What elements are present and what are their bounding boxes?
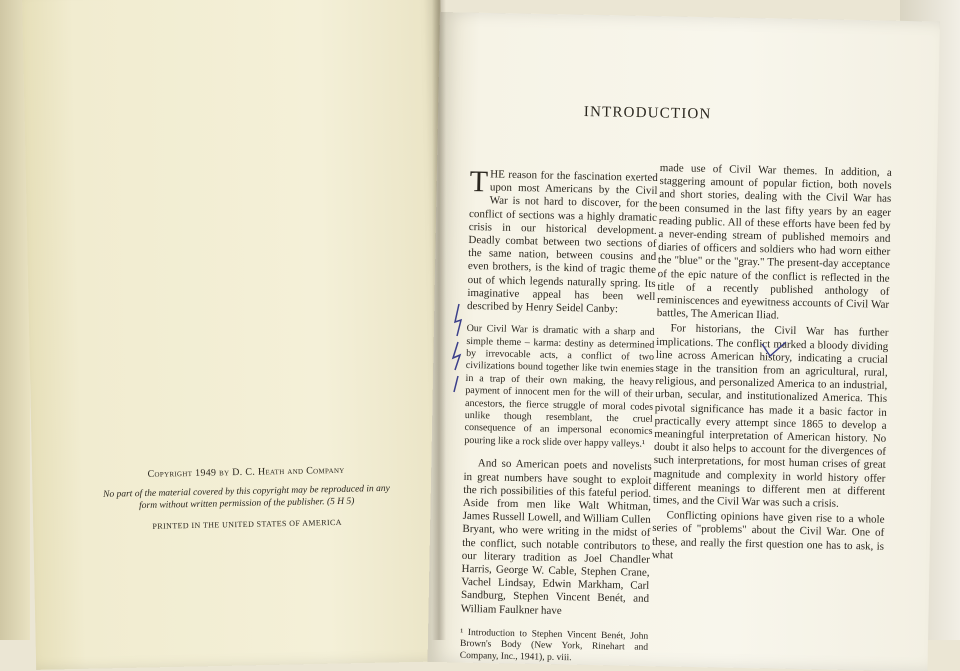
paragraph-1 — [466, 165, 658, 317]
copyright-block — [96, 464, 397, 532]
paragraph-2: And so American poets and novelists in great numbers have sought to exploit the rich possibilities of this fateful period. Aside from men like Walt Whitman, James Russell Lowell, and William Cullen Bryant, who were writing in the midst of the conflict, such notable contributors to our literary tradition as Joel Chandler Harris, George W. Cable, Stephen Crane, Vachel Lindsay, Edwin Markham, Carl Sandburg, Stephen Vincent Benét, and William Faulkner have — [460, 457, 652, 617]
footnote: ¹ Introduction to Stephen Vincent Benét, John Brown's Body (New York, Rinehart and Company, Inc., 1941), p. viii. — [459, 627, 649, 663]
paragraph-3: made use of Civil War themes. In addition, a staggering amount of popular fiction, both novels and short stories, dealing with the Civil War has been consumed in the last fifty years by an eager reading public. All of these efforts have been fed by a never-ending stream of published memoirs and diaries of officers and soldiers who had worn either the "blue" or the "gray." The present-day acceptance of the epic nature of the conflict is reflected in the title of a recently published anthology of reminiscences and eyewitness accounts of Civil War battles, The American Iliad. — [656, 162, 892, 322]
text-column-2 — [652, 162, 892, 567]
book-gutter — [432, 0, 446, 640]
paragraph-1-text: HE reason for the fascination exerted upon most Americans by the Civil War is not hard to discover, for the conflict of sections was a highly dramatic crisis in our historical development. Deadly combat between two sections of the same nation, between cousins and even brothers, is the kind of tragic theme out of which legends naturally spring. Its imaginative appeal has been well described by Henry Seidel Canby: — [466, 168, 658, 316]
text-column-1 — [459, 165, 658, 666]
left-page — [22, 0, 454, 670]
copyright-notice: No part of the material covered by this copyright may be reproduced in any form without written permission of the publisher. (5 H 5) — [103, 483, 390, 512]
block-quote: Our Civil War is dramatic with a sharp and simple theme – karma: destiny as determined by irrevocable acts, a conflict of two civilizations bound together like twin enemies in a trap of their own making, the heavy payment of innocent men for the will of their ancestors, the fierce struggle of moral codes unlike though resemblant, the cruel consequence of an impersonal economics pouring like a rock slide over happy valleys.¹ — [464, 323, 655, 450]
page-title: INTRODUCTION — [583, 104, 712, 123]
copyright-line: Copyright 1949 by D. C. Heath and Company — [147, 464, 345, 480]
drop-cap: T — [469, 165, 489, 199]
pen-check-icon — [760, 340, 790, 364]
paragraph-5: Conflicting opinions have given rise to a whole series of "problems" about the Civil War. One of these, and really the first question one has to ask, is what — [651, 509, 885, 562]
printed-line: PRINTED IN THE UNITED STATES OF AMERICA — [152, 517, 342, 531]
paragraph-4: For historians, the Civil War has further implications. The conflict marked a bloody dividing line across American history, indicating a crucial stage in the transition from an agricultural, rural, religious, and personalized America to an industrial, urban, secular, and institutionalized America. This pivotal significance has made it a basic factor in practically every attempt since 1865 to develop a meaningful interpretation of American history. No doubt it also helps to account for the divergences of such interpretations, for most human crises of great magnitude and complexity in world history offer different meanings to different men at different times, and the Civil War was such a crisis. — [652, 322, 889, 510]
pen-marks-icon — [445, 300, 475, 400]
